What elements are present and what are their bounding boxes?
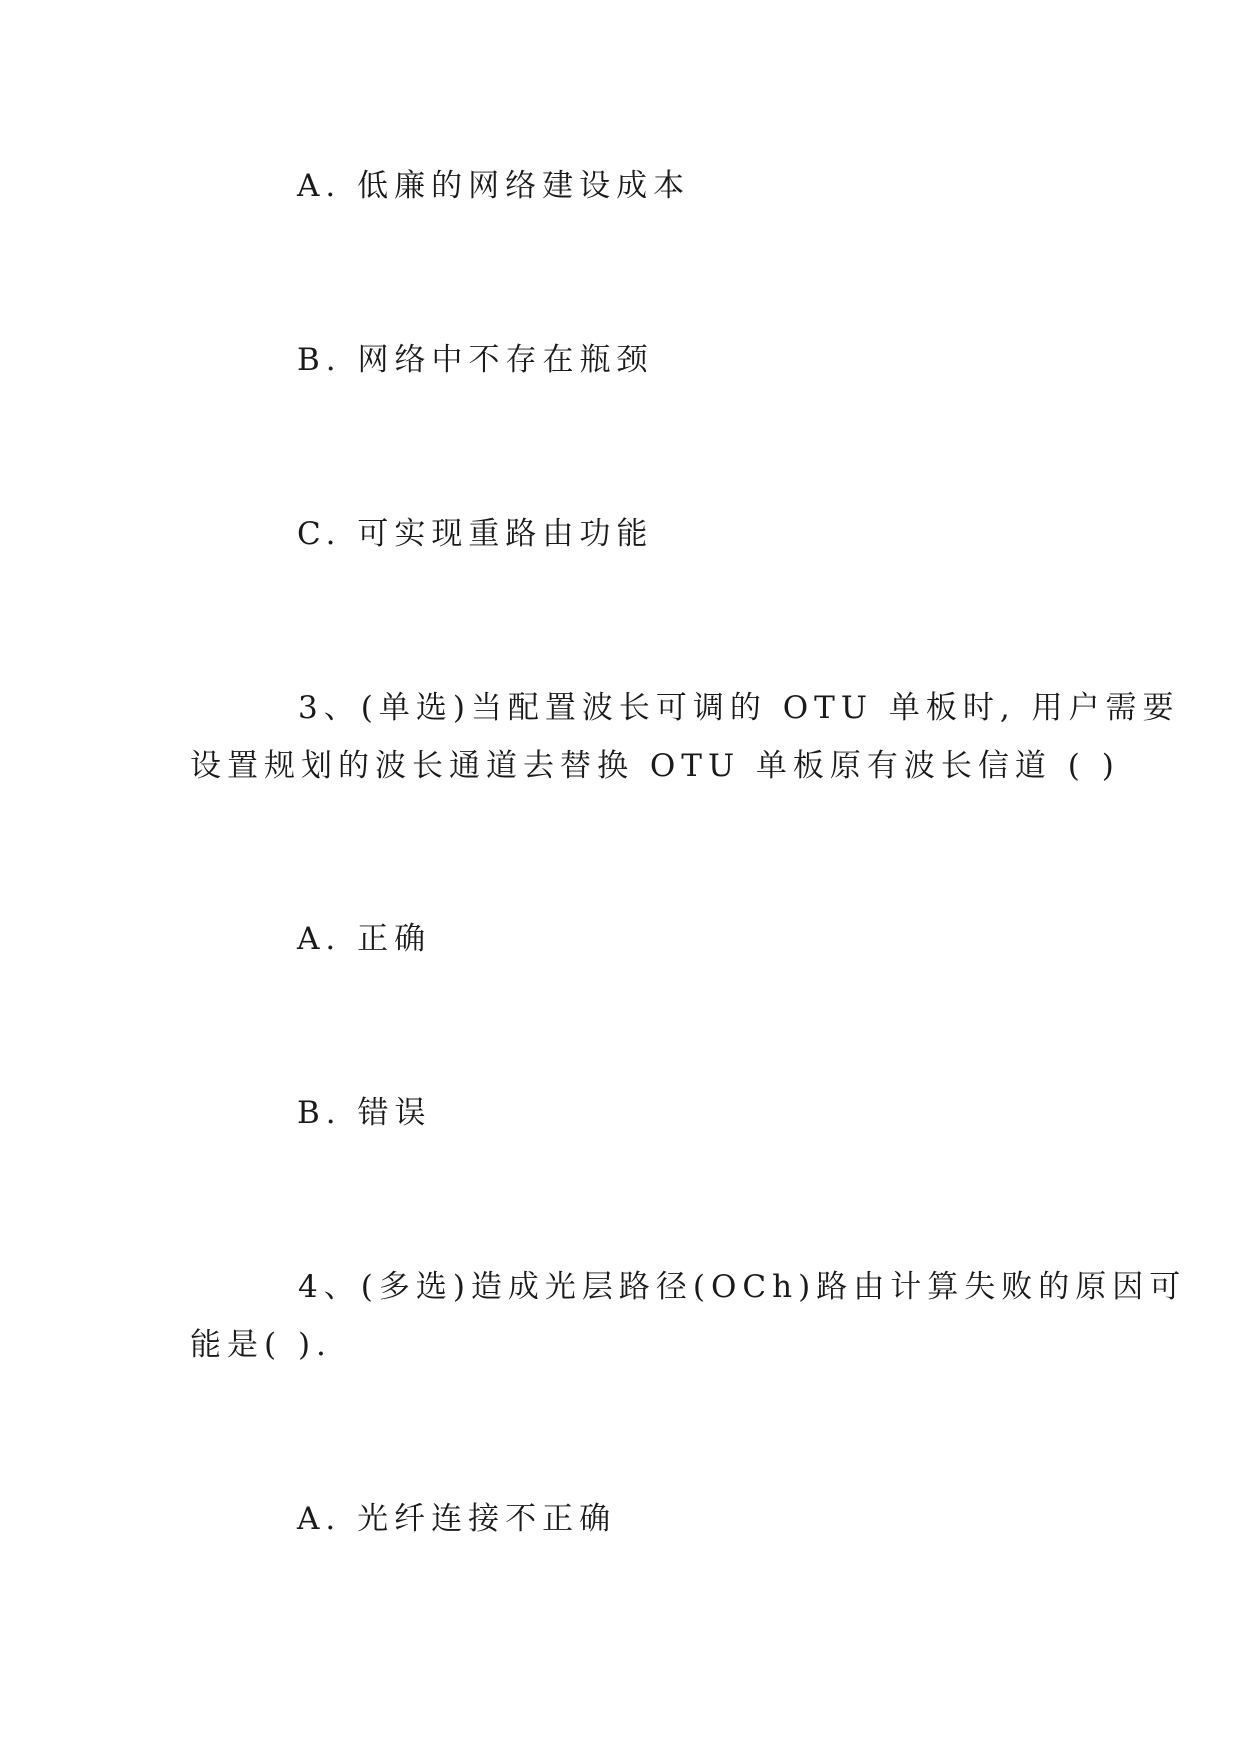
option-c-reroute: C. 可实现重路由功能 [297, 516, 654, 552]
option-b-wrong: B. 错误 [297, 1095, 432, 1131]
option-a-fiber-connection: A. 光纤连接不正确 [297, 1501, 617, 1537]
question-4-text-1: 4、(多选)造成光层路径(OCh)路由计算失败的原因可 [298, 1269, 1187, 1305]
question-3-text-1: 3、(单选)当配置波长可调的 OTU 单板时, 用户需要 [298, 690, 1180, 726]
question-3-line-2: 设置规划的波长通道去替换 OTU 单板原有波长信道 ( ) [190, 748, 1120, 784]
question-4-line-2: 能是( ). [190, 1327, 332, 1363]
question-4-line-1 [190, 1267, 1186, 1307]
option-a-low-cost: A. 低廉的网络建设成本 [297, 168, 691, 204]
option-b-no-bottleneck: B. 网络中不存在瓶颈 [297, 342, 654, 378]
option-a-correct: A. 正确 [297, 921, 432, 957]
question-3-line-1 [190, 688, 1180, 728]
